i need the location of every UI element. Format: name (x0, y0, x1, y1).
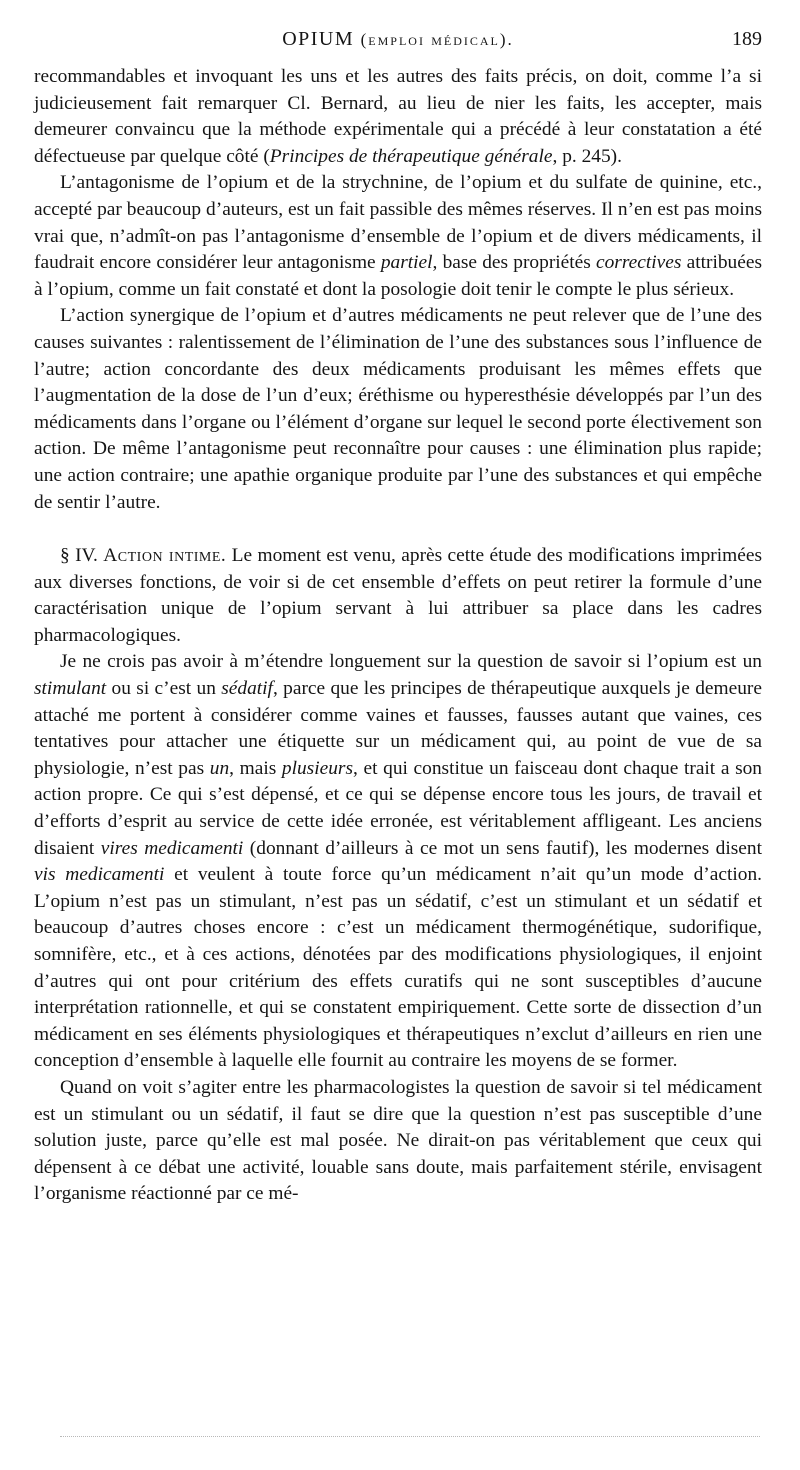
text-span: (donnant d’ailleurs à ce mot un sens fautif), les modernes disent (243, 837, 762, 859)
section-heading-paragraph (34, 543, 762, 649)
text-span: , et qui constitue un faisceau dont chaque trait a son action propre. Ce qui s’est dépensé, et ce qui se dépense encore tous les jours, de travail et d’efforts d’esprit au service de cette idée erronée, est véritablement affligeant. Les anciens disaient (34, 757, 763, 859)
paragraph-continuation (34, 64, 762, 170)
section-title: Action intime. (103, 545, 227, 567)
text-span: L’action synergique de l’opium et d’autres médicaments ne peut relever que de l’une des causes suivantes : ralentissement de l’élimination de l’une des substances sous l’influence de l’autre; action concordante des deux médicaments produisant les mêmes effets que l’augmentation de la dose de l’un d’eux; éréthisme ou hyperesthésie développés par l’un des médicaments dans l’organe ou l’élément d’organe sur lequel le second porte électivement son action. De même l’antagonisme peut reconnaître pour causes : une élimination plus rapide; une action contraire; une apathie organique produite par l’une des substances et qui empêche de sentir l’autre. (34, 305, 762, 513)
text-span: et veulent à toute force qu’un médicament n’ait qu’un mode d’action. L’opium n’est pas un stimulant, n’est pas un sédatif, c’est un stimulant et un sédatif et beaucoup d’autres choses encore : c’est un médicament thermogénétique, sudorifique, somnifère, etc., et à ces actions, dénotées par des modifications physiologiques, il enjoint d’autres qui ont pour critérium des effets curatifs qui ne sont susceptibles d’aucune interprétation rationnelle, et qui se constatent empiriquement. Cette sorte de dissection d’un médicament en ses éléments physiologiques et thérapeutiques n’exclut d’ailleurs en rien une conception d’ensemble à laquelle elle fournit au contraire les moyens de se former. (34, 864, 762, 1072)
italic-term: correctives (596, 252, 682, 274)
text-span: Je ne crois pas avoir à m’étendre longuement sur la question de savoir si l’opium est un (60, 651, 762, 673)
italic-term: partiel (380, 252, 433, 274)
text-span: attribuées à l’opium, comme un fait constaté et dont la posologie doit tenir le compte le plus sérieux. (34, 252, 762, 300)
italic-term: plusieurs (281, 757, 354, 779)
text-span: ou si c’est un (106, 678, 222, 700)
paragraph-synergy (34, 303, 762, 516)
italic-citation: Principes de thérapeutique générale (269, 145, 553, 167)
italic-latin: vis medicamenti (34, 864, 165, 886)
text-span: , base des propriétés (432, 252, 596, 274)
text-span: , p. 245). (552, 145, 622, 167)
text-span: Quand on voit s’agiter entre les pharmacologistes la question de savoir si tel médicament est un stimulant ou un sédatif, il faut se dire que la question n’est pas susceptible d’une solution juste, parce qu’elle est mal posée. Ne dirait-on pas véritablement que ceux qui dépensent à ce débat une activité, louable sans doute, mais parfaitement stérile, envisagent l’organisme réactionné par ce mé- (34, 1076, 762, 1205)
paragraph-debate (34, 1075, 762, 1208)
italic-term: un (209, 757, 230, 779)
paragraph-stimulant-sedative (34, 649, 762, 1075)
text-span: , parce que les principes de thérapeutique auxquels je demeure attaché me portent à considérer comme vaines et fausses, fausses autant que vaines, ces tentatives pour attacher une étiquette sur un médicament qui, au point de vue de sa physiologie, n’est pas (34, 678, 762, 779)
italic-term: sédatif (221, 678, 273, 700)
running-title-subtitle: (emploi médical). (360, 30, 514, 49)
page-header (34, 28, 762, 58)
italic-latin: vires medicamenti (100, 837, 244, 859)
running-title (34, 28, 762, 51)
section-label: § IV. (60, 545, 98, 567)
footer-dotted-rule (60, 1436, 760, 1437)
running-title-main: OPIUM (282, 28, 355, 50)
text-span: Le moment est venu, après cette étude des modifications imprimées aux diverses fonctions, de voir si de cet ensemble d’effets on peut retirer la formule d’une caractérisation unique de l’opium servant à lui attribuer sa place dans les cadres pharmacologiques. (34, 545, 762, 646)
text-span: L’antagonisme de l’opium et de la strychnine, de l’opium et du sulfate de quinine, etc., accepté par beaucoup d’auteurs, est un fait passible des mêmes réserves. Il n’en est pas moins vrai que, n’admît-on pas l’antagonisme d’ensemble de l’opium et de divers médicaments, il faudrait encore considérer leur antagonisme (34, 172, 762, 274)
text-span: , mais (229, 757, 282, 779)
text-span: recommandables et invoquant les uns et les autres des faits précis, on doit, comme l’a si judicieusement fait remarquer Cl. Bernard, au lieu de nier les faits, les accepter, mais demeurer convaincu que la méthode expérimentale qui a précédé à leur constatation a été défectueuse par quelque côté ( (34, 66, 762, 167)
page-number: 189 (732, 28, 762, 50)
italic-term: stimulant (34, 678, 107, 700)
body-text (34, 64, 762, 1208)
paragraph-antagonism (34, 170, 762, 303)
